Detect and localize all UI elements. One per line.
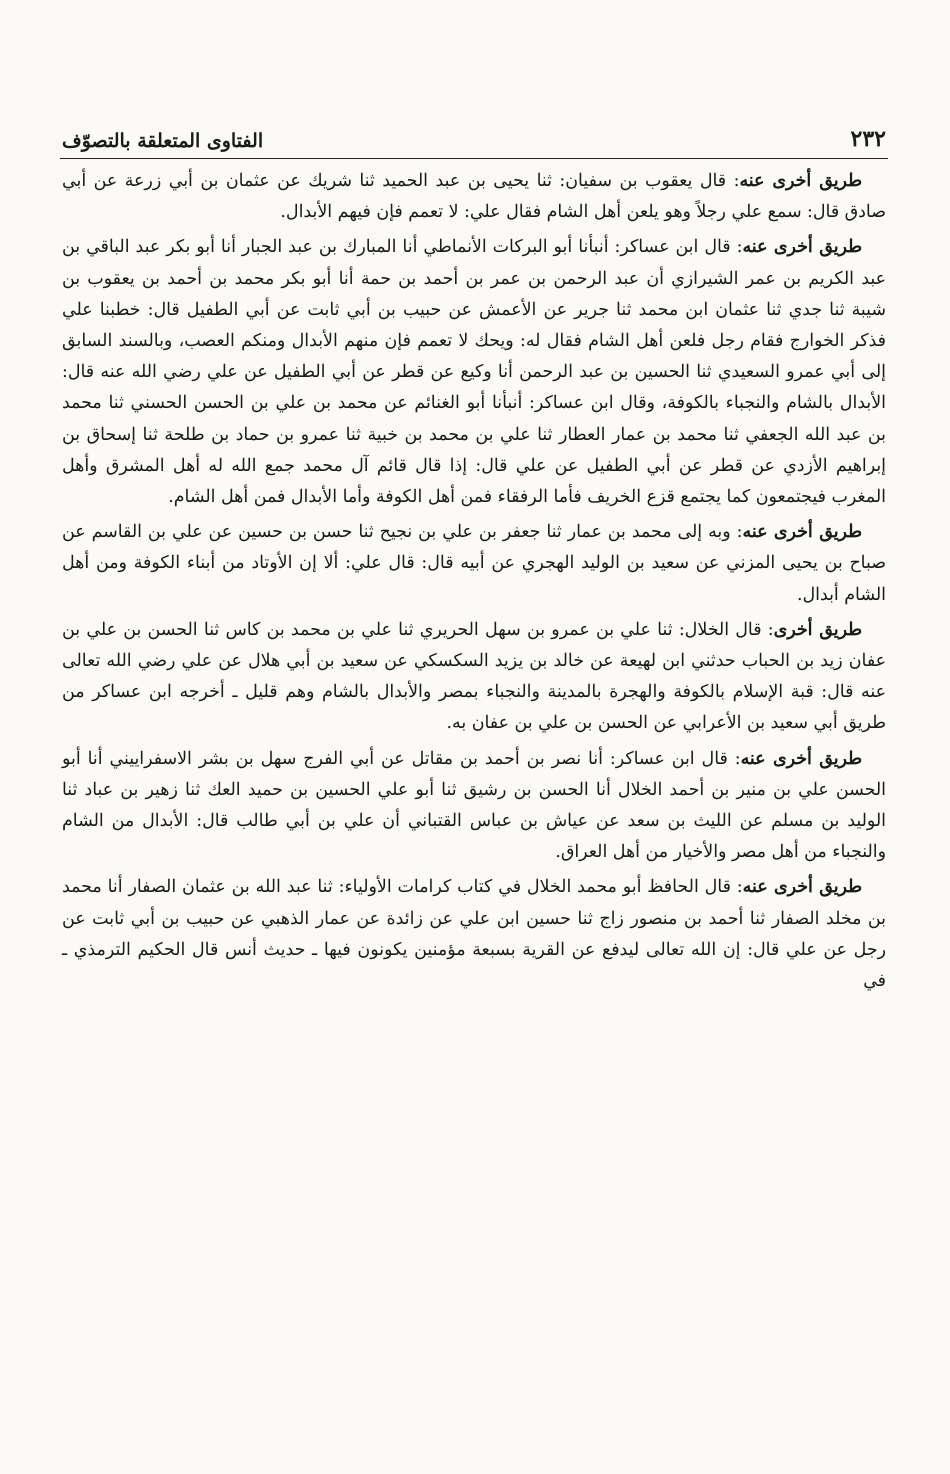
paragraph: [62, 517, 886, 611]
paragraph-text: : قال الخلال: ثنا علي بن عمرو بن سهل الحريري ثنا علي بن محمد بن كاس ثنا الحسن بن علي بن عفان زيد بن الحباب حدثني ابن لهيعة عن خالد بن يزيد السكسكي عن سعيد بن أبي هلال عن علي رضي الله تعالى عنه قال: قبة الإسلام بالكوفة والهجرة بالمدينة والنجباء بمصر والأبدال بالشام وهم قليل ـ أخرجه ابن عساكر من طريق أبي سعيد بن الأعرابي عن الحسن بن علي بن عفان به.: [62, 619, 886, 734]
paragraph-lead: طريق أخرى عنه: [742, 237, 862, 258]
header-rule: [60, 158, 888, 159]
paragraph-lead: طريق أخرى عنه: [742, 877, 862, 898]
page-body: [62, 166, 886, 1001]
paragraph-lead: طريق أخرى عنه: [740, 748, 862, 769]
paragraph-text: : قال ابن عساكر: أنبأنا أبو البركات الأنماطي أنا المبارك بن عبد الجبار أنا أبو بكر عبد الباقي بن عبد الكريم بن عمر الشيرازي أن عبد الرحمن بن عمر بن أحمد بن حمة أنا أبو بكر محمد بن أحمد بن يعقوب بن شيبة ثنا جدي ثنا عثمان ابن محمد ثنا جرير عن الأعمش عن حبيب بن أبي ثابت عن أبي الطفيل قال: خطبنا علي فذكر الخوارج فقام رجل فلعن أهل الشام فقال له: ويحك لا تعمم فإن منهم الأبدال ومنكم العصب، وبالسند السابق إلى أبي عمرو السعيدي ثنا الحسين بن عبد الرحمن أنا وكيع عن قطر عن أبي الطفيل عن علي رضي الله عنه قال: الأبدال بالشام والنجباء بالكوفة، وقال ابن عساكر: أنبأنا أبو الغنائم عن محمد بن علي بن الحسن الحسني ثنا محمد بن عبد الله الجعفي ثنا محمد بن عمار العطار ثنا علي بن محمد بن خبية ثنا عمرو بن حماد بن طلحة ثنا إسحاق بن إبراهيم الأزدي عن قطر عن أبي الطفيل عن علي قال: إذا قال قائم آل محمد جمع الله له أهل المشرق وأهل المغرب فيجتمعون كما يجتمع قزع الخريف فأما الرفقاء فمن أهل الكوفة وأما الأبدال فمن أهل الشام.: [62, 237, 886, 508]
paragraph: [62, 872, 886, 997]
page-header: [62, 118, 886, 152]
paragraph-text: : وبه إلى محمد بن عمار ثنا جعفر بن علي بن نجيح ثنا حسن بن حسين عن علي بن القاسم عن صباح بن يحيى المزني عن سعيد بن الوليد الهجري عن أبيه قال: قال علي: ألا إن الأوتاد من أبناء الكوفة ومن أهل الشام أبدال.: [62, 522, 886, 605]
running-title: الفتاوى المتعلقة بالتصوّف: [62, 130, 264, 152]
paragraph-lead: طريق أخرى عنه: [742, 522, 862, 543]
paragraph: [62, 615, 886, 740]
paragraph-lead: طريق أخرى: [773, 619, 863, 640]
paragraph-text: : قال يعقوب بن سفيان: ثنا يحيى بن عبد الحميد ثنا شريك عن عثمان بن أبي زرعة عن أبي صادق قال: سمع علي رجلاً وهو يلعن أهل الشام فقال علي: لا تعمم فإن فيهم الأبدال.: [62, 171, 886, 223]
paragraph-text: : قال ابن عساكر: أنا نصر بن أحمد بن مقاتل عن أبي الفرج سهل بن بشر الاسفراييني أنا أبو الحسن علي بن منير بن أحمد الخلال أنا الحسن بن رشيق ثنا أبو علي الحسين بن حميد العك ثنا زهير بن عباد ثنا الوليد بن مسلم عن الليث بن سعد عن عياش بن عباس القتباني أن علي بن أبي طالب قال: الأبدال من الشام والنجباء من أهل مصر والأخيار من أهل العراق.: [62, 748, 886, 863]
page-number: ٢٣٢: [850, 126, 886, 152]
paragraph-lead: طريق أخرى عنه: [739, 171, 862, 191]
paragraph: [62, 744, 886, 869]
paragraph-text: : قال الحافظ أبو محمد الخلال في كتاب كرامات الأولياء: ثنا عبد الله بن عثمان الصفار أنا محمد بن مخلد الصفار ثنا أحمد بن منصور زاج ثنا حسين ابن علي عن زائدة عن عمار الذهبي عن حبيب بن أبي ثابت عن رجل عن علي قال: إن الله تعالى ليدفع عن القرية بسبعة مؤمنين يكونون فيها ـ حديث أنس قال الحكيم الترمذي ـ في: [62, 877, 886, 992]
paragraph: [62, 232, 886, 513]
paragraph: [62, 166, 886, 228]
